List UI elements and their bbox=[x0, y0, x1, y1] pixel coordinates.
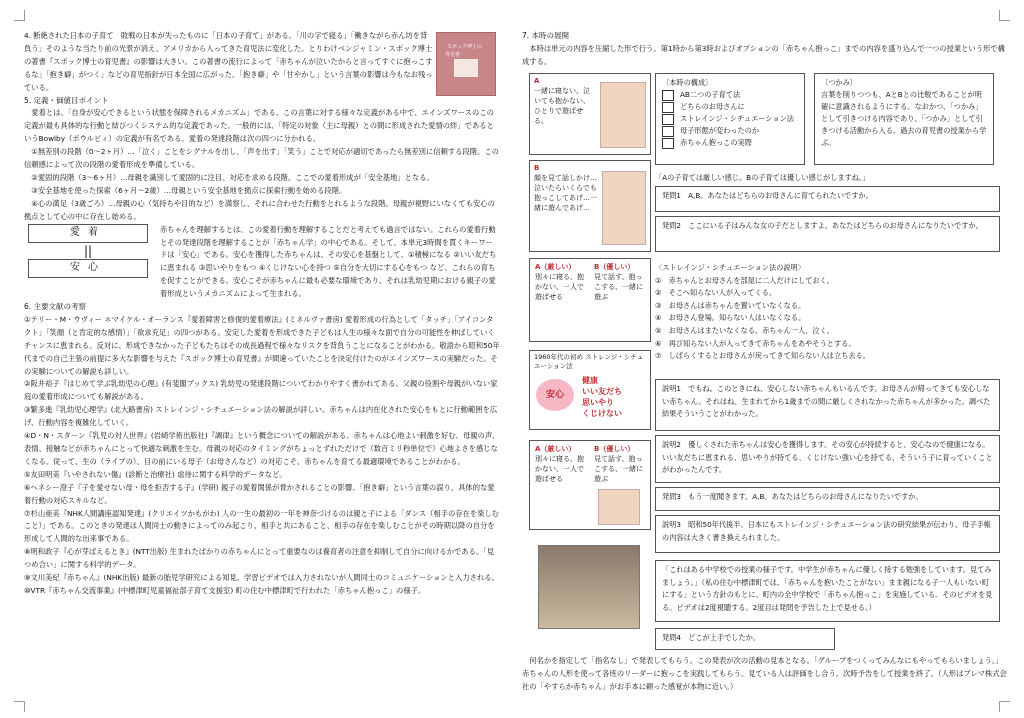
structure-item bbox=[662, 89, 798, 101]
step-icon bbox=[662, 114, 674, 125]
structure-item-label: AB二つの子育て法 bbox=[680, 90, 741, 99]
era-words bbox=[582, 375, 622, 419]
reference-item: ④D・N・スターン『乳児の対人世界』(岩崎学術出版社)『調律』という概念についての解説がある。赤ちゃんは心地よい刺激を好む。母親の声、表情、接触などが赤ちゃんにとって快適な刺激を生む。母親の対応のタイミングがちょっとずれただけで（数百ミリ秒単位で）心地よさを感じなくなる。従って、生の（ライブの）、目の前にいる母子（お母さんなど）の対応こそ、赤ちゃんを育てる最適環境であることがわかる。 bbox=[24, 431, 500, 466]
section-4-text: 敗戦の日本が失ったものに「日本の子育て」がある。「川の字で寝る」「働きながら赤ん坊を背負う」そのような当たり前の光景が消え、アメリカから入ってきた育児法に変化した。とりわけベンジャミン・スポック博士の著書『スポック博士の育児書』の影響は大きい。この著書の流行によって「赤ちゃんが泣いたからと言ってすぐに抱っこするな」「抱き癖」がつく」などの育児指針が日本全国に広がった。「抱き癖」や「甘やかし」という言葉の影響は今もなお残っている。 bbox=[24, 31, 433, 92]
crop-mark bbox=[999, 701, 1010, 712]
era-word: 思いやり bbox=[582, 398, 614, 407]
explanation-1: 説明1 でもね。このときにね、安心しない赤ちゃんもいるんです。お母さんが帰ってきても安心しない赤ちゃん。それはね、生まれてから1歳までの間に厳しくされなかった赤ちゃんが多かった。調べた結果そういうことがわかった。 bbox=[655, 379, 1000, 431]
reference-list bbox=[24, 314, 500, 598]
book-title-line2: 育児書 bbox=[445, 52, 461, 58]
compare-illustration bbox=[598, 489, 640, 525]
era-word: くじけない bbox=[582, 409, 622, 418]
era-word: 健康 bbox=[582, 376, 598, 385]
crop-mark bbox=[14, 10, 25, 21]
book-cover-image bbox=[436, 32, 496, 96]
compare-b-text: 見て話す、抱っこする、一緒に遊ぶ bbox=[594, 273, 643, 301]
compare-b-text: 見て話す、抱っこする、一緒に遊ぶ bbox=[594, 455, 643, 483]
step-icon bbox=[662, 126, 674, 137]
video-description: 「これはある中学校での授業の様子です。中学生が赤ちゃんに優しく接する勉強をしています。見てみましょう。」（私の住む中標津町では、「赤ちゃんを抱いたことがない」まま親になる子一人もいない町にする」という方針のもとに、町内の全中学校で「赤ちゃん抱っこ」を実施している。そのビデオを見る。ビデオは2度視聴する。2度目は発問を予告した上で見せる。） bbox=[655, 560, 1000, 622]
step-icon bbox=[662, 90, 674, 101]
section-4-title: 4. 断絶された日本の子育て bbox=[24, 31, 114, 40]
compare-a-text: 別々に寝る、抱かない、一人で遊ばせる bbox=[535, 455, 584, 483]
keyword-equals: || bbox=[83, 243, 93, 258]
right-column bbox=[522, 30, 1008, 69]
card-a-tag: A bbox=[534, 77, 540, 85]
tsukami-text: 言葉を削りつつも、AとBとの比較であることが明確に意識されるようにする。なおかつ、「つかみ」として引きつける内容であり、「つかみ」として引きつける活動から入る。過去の育児書の授業から学ぶ。 bbox=[821, 90, 987, 147]
reference-item: ②阪井裕子『はじめて学ぶ乳幼児の心理』(有斐閣ブックス) 乳幼児の発達段階についてわかりやすく書かれてある。父親の役割や母親がいない家庭の愛着形成についても解説がある。 bbox=[24, 379, 498, 402]
reference-item: ⑥ヘネシー澄子『子を愛せない母・母を拒否する子』(学研) 親子の愛着関係が脅かされることの影響、「抱き癖」という言葉の誤り、具体的な愛着行動の対応スキルなど。 bbox=[24, 482, 495, 505]
card-b-text-block bbox=[534, 163, 598, 213]
tsukami-panel bbox=[814, 73, 994, 165]
section-7-title: 7. 本時の展開 bbox=[522, 31, 570, 40]
keyword-anshin: 安心 bbox=[28, 259, 148, 278]
compare-b-block bbox=[594, 262, 646, 302]
question-4: 発問4 どこが上手でしたか。 bbox=[655, 628, 835, 650]
structure-item bbox=[662, 137, 798, 149]
section-7-text: 本時は単元の内容を圧縮した形で行う。第1時から第3時およびオプションの「赤ちゃん抱っこ」までの内容を盛り込んで一つの授業という形で構成する。 bbox=[522, 43, 1005, 66]
heart-anshin: 安心 bbox=[536, 379, 574, 411]
reference-item: ⑩VTR『赤ちゃん交流事業』(中標津町児童福祉部子育て支援室) 町の住む中標津町で行われた「赤ちゃん抱っこ」の様子。 bbox=[24, 585, 426, 595]
structure-title: 〔本時の構成〕 bbox=[662, 78, 713, 87]
structure-item-label: どちらのお母さんに bbox=[680, 102, 745, 111]
stage-3: ③安全基地を使った探索（6ヶ月〜2歳）…母親という安全基地を拠点に探索行動を始める段階。 bbox=[31, 185, 347, 195]
card-b-illustration bbox=[602, 171, 646, 245]
strange-step: ⑤ お母さんはまたいなくなる。赤ちゃん一人、泣く。 bbox=[655, 325, 834, 335]
classroom-photo bbox=[538, 545, 640, 629]
section-6-title: 6. 主要文献の考察 bbox=[24, 302, 87, 312]
strange-step: ③ お母さんは赤ちゃんを置いていなくなる。 bbox=[655, 300, 806, 310]
reference-item: ⑧明和政子『心が芽ばえるとき』(NTT出版) 生まれたばかりの赤ちゃんにとって重要なのは養育者の注意を抑制して自分に向けるかである。「見つめ合い」に関する科学的データ。 bbox=[24, 547, 495, 570]
compare-b-label: B（優しい） bbox=[594, 445, 635, 453]
stage-1: ①無差別の段階（0〜2ヶ月）…「泣く」ことをシグナルを出し、「声を出す」「笑う」ことで対応が適切であったら無差別に信頼する段階。この信頼感によって次の段階の愛着形成を準備している。 bbox=[24, 147, 499, 170]
compare-a-block bbox=[535, 444, 587, 484]
section-5-paragraph: 愛着とは、「自身が安心できるという状態を保障されるメカニズム」である。この言葉に対する様々な定義がある中で、エインズワースのこの定義が最も具体的な行動と結びつくシステム的な定義であった。一般的には、「特定の対象（主に母親）との間に形成された愛情の絆」であるというBowlby（ボウルビィ）の定義が有名である。愛着の発達段階は次の四つに分かれる。 bbox=[24, 108, 494, 144]
book-title-line1: スポック博士の bbox=[447, 44, 483, 50]
structure-item bbox=[662, 125, 798, 137]
structure-item-label: 赤ちゃん抱っこの実際 bbox=[680, 138, 752, 147]
era-word: いい友だち bbox=[582, 387, 622, 396]
strange-step: ⑦ しばらくするとお母さんが戻ってきて知らない人は立ち去る。 bbox=[655, 351, 870, 361]
card-b-tag: B bbox=[534, 164, 540, 172]
section-4 bbox=[24, 30, 500, 95]
keyword-block bbox=[24, 224, 500, 301]
card-a-text-block bbox=[534, 76, 594, 126]
question-1: 発問1 A,B。あなたはどちらのお母さんに育てられたいですか。 bbox=[655, 186, 1000, 212]
step-icon bbox=[662, 138, 674, 149]
section-4-body bbox=[24, 30, 434, 95]
closing-paragraph: 何名かを指定して「指名なし」で発表してもらう。この発表が次の活動の見本となる。「グループをつくってみんなにもやってもらいましょう。」赤ちゃんの人形を使って各班のリーダーに抱っこを実践してもらう。見ている人は評価をし合う。次時予告をして授業を終了。（人形はブレマ株式会社の「やすらか赤ちゃん」がお手本に頼った感覚が本物に近い。） bbox=[522, 656, 1007, 691]
book-cover-illustration bbox=[454, 59, 478, 77]
compare-card-1 bbox=[529, 258, 651, 342]
compare-a-label: A（厳しい） bbox=[535, 445, 576, 453]
question-3: 発問3 もう一度聞きます。A,B。あなたはどちらのお母さんになりたいですか。 bbox=[655, 487, 1000, 511]
compare-card-2 bbox=[529, 440, 651, 530]
era-title: 1960年代の初め ストレンジ・シチュエーション法 bbox=[534, 353, 644, 370]
step-icon bbox=[662, 102, 674, 113]
card-a bbox=[529, 73, 651, 155]
structure-item bbox=[662, 101, 798, 113]
card-b-text: 顔を見て話しかけ…泣いたらいくらでも抱っこしてあげ…一緒に遊んであげ… bbox=[534, 174, 597, 212]
explanation-3: 説明3 昭和50年代後半、日本にもストレインジ・シチュエーション法の研究結果が伝わり、母子手帳の内容は大きく書き換えられました。 bbox=[655, 515, 1000, 553]
compare-a-block bbox=[535, 262, 587, 302]
strange-step: ① 赤ちゃんとお母さんを部屋に二人だけにしておく。 bbox=[655, 275, 834, 285]
left-column bbox=[24, 30, 500, 598]
quote-1: 「Aの子育ては厳しい感じ。Bの子育ては優しい感じがしますね。」 bbox=[655, 173, 870, 182]
compare-a-label: A（厳しい） bbox=[535, 263, 576, 271]
reference-item: ⑨文川美紀『赤ちゃん』(NHK出版) 最新の胎児学研究による知見。学習ビデオでは入力されないが人間同士のコミュニケーションと入力される。 bbox=[24, 573, 499, 583]
reference-item: ⑦杉山亜美『NHK人間講座認知発達』(クリエイツかもがわ) 人の一生の最初の一年を神奈づけるのは親と子による「ダンス（相手の存在を楽しむこと）」である。このときの発達は人間同士の動きによってのみ起こり、相手と共にあること、相手の存在を楽しむことがその時期以降の自分を形成して人間的な出来事である。 bbox=[24, 508, 500, 544]
crop-mark bbox=[14, 701, 25, 712]
stage-4: ④心の満足（3歳ごろ）…母親の心（気持ちや目的など）を満察し、それに合わせた行動をとれるような段階。母親が視野にいなくても安心の拠点として心の中に存在し始める。 bbox=[24, 198, 495, 221]
explanation-2: 説明2 優しくされた赤ちゃんは安心を獲得します。その安心が持続すると、安心なので健康になる。いい友だちに恵まれる、思いやりが持てる、くじけない強い心を持てる、そういう子に育っていくことがわかったんです。 bbox=[655, 435, 1000, 483]
strange-situation-list bbox=[655, 262, 1000, 363]
strange-situation-title: 〈ストレインジ・シチュエーション法の説明〉 bbox=[655, 263, 805, 272]
keyword-text: 赤ちゃんを理解するとは、この愛着行動を理解することだと考えても過言ではない。これらの愛着行動とその発達段階を理解することが「赤ちゃん学」の中心である。そして、本単元3時間を貫くキーワードは「安心」である。安心を獲得した赤ちゃんは、その安心を基盤として、①積極になる ②いい友だちに恵まれる ③思いやりをもつ ④くじけない心を持つ ⑤自分を大切にする心をもつ など、これらの育ちを促すことができる。安心こそが赤ちゃんに最も必要な環境であり、それは乳幼児期における親子の愛着形成というメカニズムによって生まれる。 bbox=[160, 224, 497, 299]
strange-step: ④ お母さん登場。知らない人はいなくなる。 bbox=[655, 313, 806, 323]
compare-b-label: B（優しい） bbox=[594, 263, 635, 271]
reference-item: ③繁多進『乳幼児心理学』(北大路書房) ストレインジ・シチュエーション法の解説が詳しい。赤ちゃんは内在化された安心をもとに行動範囲を広げ、行動内容を複雑化していく。 bbox=[24, 405, 498, 428]
compare-a-text: 別々に寝る、抱かない、一人で遊ばせる bbox=[535, 273, 584, 301]
structure-item-label: ストレインジ・シチュエーション法 bbox=[680, 114, 794, 123]
card-a-text: 一緒に寝ない、泣いても抱かない、ひとりで遊ばせる。 bbox=[534, 87, 590, 125]
structure-item-label: 母子形態が変わったのか bbox=[680, 126, 759, 135]
crop-mark bbox=[999, 10, 1010, 21]
era-card bbox=[529, 350, 651, 430]
keyword-aichaku: 愛着 bbox=[28, 224, 148, 243]
reference-item: ①テリー・M・ウヴィー ＊マイケル・オーランス『愛着障害と修復的愛着療法』(ミネルヴァ書房) 愛着形成の行為として「タッチ」「アイコンタクト」「笑顔（と肯定的な感情）」「欲求充足」の四つがある。安定した愛着を形成できた子どもは人生の様々な面で自分の可能性を伸ばしていくチャンスに恵まれる。反対に、形成できなかった子どもたちはその成長過程で様々なリスクを背負うことになることがわかる。敬語から昭和50年代までの自己主張の前提に多大な影響を与えた『スポック博士の育児書』が間違っていたことを決定付けたのがエインズワースの実験だった。その実験についての解説も詳しい。 bbox=[24, 314, 500, 376]
card-b bbox=[529, 160, 651, 252]
structure-item bbox=[662, 113, 798, 125]
reference-item: ⑤友田明美『いやされない傷』(診断と治療社) 虐待に関する科学的データなど。 bbox=[24, 469, 287, 479]
strange-step: ② そこへ知らない人が入ってくる。 bbox=[655, 288, 777, 298]
stage-2: ②愛固的段階（3〜6ヶ月）…母親を識別して愛固的に注目、対応を求める段階。ここでの愛着形成が「安全基地」となる。 bbox=[31, 172, 434, 182]
lesson-structure-panel bbox=[655, 73, 805, 165]
question-2: 発問2 ここにいる子はみんな女の子だとしますよ。あなたはどちらのお母さんになりたいですか。 bbox=[655, 216, 1000, 252]
card-a-illustration bbox=[600, 82, 646, 148]
section-5-title: 5. 定義・価値目ポイント bbox=[24, 95, 109, 105]
strange-step: ⑥ 再び知らない人が入ってきて赤ちゃんをあやそうとする。 bbox=[655, 338, 856, 348]
compare-b-block bbox=[594, 444, 646, 484]
keyword-diagram bbox=[28, 224, 148, 278]
tsukami-title: 〔つかみ〕 bbox=[821, 78, 857, 87]
